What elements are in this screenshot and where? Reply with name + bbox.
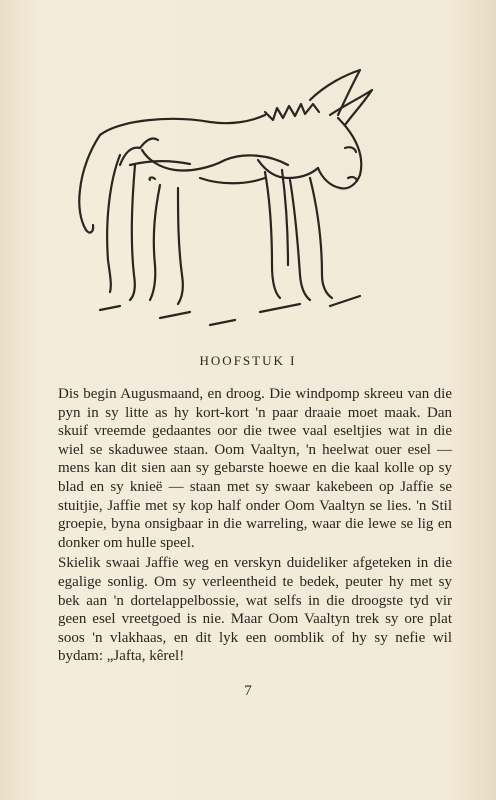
page-number: 7 [244, 683, 252, 699]
donkey-tail [79, 135, 100, 230]
paragraph: Dis begin Augusmaand, en droog. Die windpomp skreeu van die pyn in sy litte as hy kort-kort 'n paar draaie moet maak. Dan skuif vreemde gedaantes oor die twee vaal eseltjies wat in die wiel se skaduwee staan. Oom Vaaltyn, 'n heelwat ouer esel — mens kan dit sien aan sy gebarste hoewe en die kaal kolle op sy blad en sy knieë — staan met sy swaar kakebeen op Jaffie se stuitjie, Jaffie met sy kop half onder Oom Vaaltyn se lies. 'n Stil groepie, byna onsigbaar in die warreling, waar die lewe se lig en donker om hulle speel. [58, 386, 452, 551]
donkeys-illustration [60, 60, 420, 345]
foal-back [225, 155, 288, 165]
donkey-back-line [100, 115, 265, 135]
paragraph: Skielik swaai Jaffie weg en verskyn duideliker afgeteken in die egalige sonlig. Om sy verleentheid te bedek, peuter hy met sy bek aan 'n dortelappelbossie, wat selfs in die droogste tyd vir geen esel vreetgoed is nie. Maar Oom Vaaltyn trek sy ore plat soos 'n vlakhaas, en dit lyk een oomblik of hy sy nefie wil bydam: „Jafta, kêrel! [58, 555, 452, 665]
donkey-neck [258, 160, 318, 178]
chapter-heading: HOOFSTUK I [199, 353, 297, 368]
donkey-mane [265, 104, 319, 120]
donkey-ear-left [330, 90, 372, 125]
body-text [58, 385, 452, 666]
